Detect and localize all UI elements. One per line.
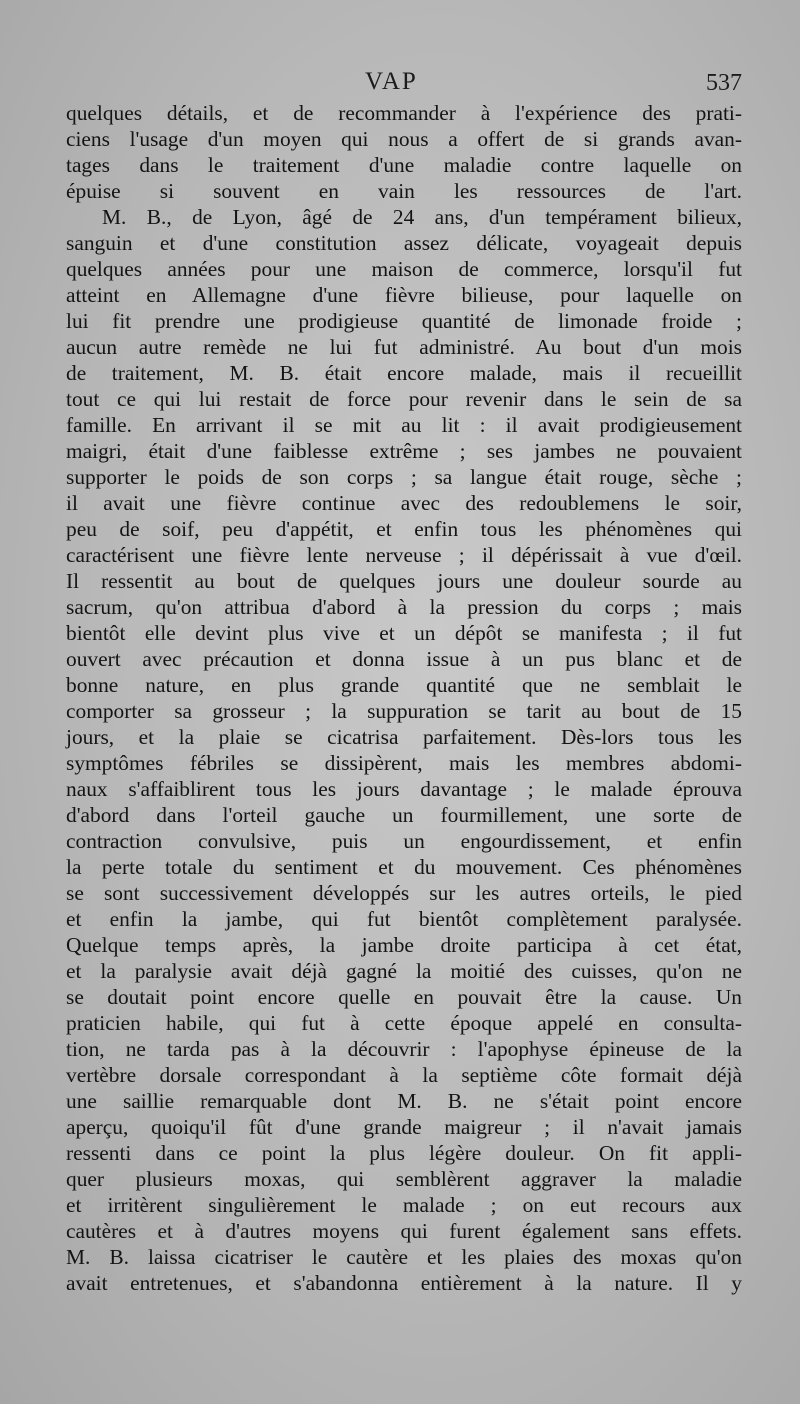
running-head: VAP (365, 68, 418, 95)
text-line: une saillie remarquable dont M. B. ne s'était point encore (66, 1089, 742, 1113)
text-line: comporter sa grosseur ; la suppuration se tarit au bout de 15 (66, 699, 742, 723)
text-line: jours, et la plaie se cicatrisa parfaitement. Dès-lors tous les (66, 725, 742, 749)
text-line: Il ressentit au bout de quelques jours une douleur sourde au (66, 569, 742, 593)
text-line: de traitement, M. B. était encore malade, mais il recueillit (66, 361, 742, 385)
text-line: et enfin la jambe, qui fut bientôt complètement paralysée. (66, 907, 742, 931)
text-line: vertèbre dorsale correspondant à la septième côte formait déjà (66, 1063, 742, 1087)
text-line: famille. En arrivant il se mit au lit : il avait prodigieusement (66, 413, 742, 437)
text-line: tout ce qui lui restait de force pour revenir dans le sein de sa (66, 387, 742, 411)
text-line: lui fit prendre une prodigieuse quantité de limonade froide ; (66, 309, 742, 333)
text-line: la perte totale du sentiment et du mouvement. Ces phénomènes (66, 855, 742, 879)
text-line: symptômes fébriles se dissipèrent, mais les membres abdomi- (66, 751, 742, 775)
text-line: contraction convulsive, puis un engourdissement, et enfin (66, 829, 742, 853)
text-line: se sont successivement développés sur les autres orteils, le pied (66, 881, 742, 905)
text-line: et la paralysie avait déjà gagné la moitié des cuisses, qu'on ne (66, 959, 742, 983)
text-line: sanguin et d'une constitution assez délicate, voyageait depuis (66, 231, 742, 255)
text-line: Quelque temps après, la jambe droite participa à cet état, (66, 933, 742, 957)
text-line: ouvert avec précaution et donna issue à un pus blanc et de (66, 647, 742, 671)
text-line: quelques détails, et de recommander à l'expérience des prati- (66, 101, 742, 125)
text-line: d'abord dans l'orteil gauche un fourmillement, une sorte de (66, 803, 742, 827)
text-line: épuise si souvent en vain les ressources de l'art. (66, 179, 742, 203)
text-line: M. B. laissa cicatriser le cautère et les plaies des moxas qu'on (66, 1245, 742, 1269)
text-line: ciens l'usage d'un moyen qui nous a offert de si grands avan- (66, 127, 742, 151)
text-line: maigri, était d'une faiblesse extrême ; ses jambes ne pouvaient (66, 439, 742, 463)
page-number: 537 (706, 70, 742, 96)
text-line: atteint en Allemagne d'une fièvre bilieuse, pour laquelle on (66, 283, 742, 307)
paragraph-first-line: M. B., de Lyon, âgé de 24 ans, d'un tempérament bilieux, (102, 205, 742, 229)
text-line: supporter le poids de son corps ; sa langue était rouge, sèche ; (66, 465, 742, 489)
text-line: il avait une fièvre continue avec des redoublemens le soir, (66, 491, 742, 515)
text-line: tages dans le traitement d'une maladie contre laquelle on (66, 153, 742, 177)
text-line: cautères et à d'autres moyens qui furent également sans effets. (66, 1219, 742, 1243)
text-line: se doutait point encore quelle en pouvait être la cause. Un (66, 985, 742, 1009)
text-line: praticien habile, qui fut à cette époque appelé en consulta- (66, 1011, 742, 1035)
body-text (66, 100, 742, 1296)
text-line: bientôt elle devint plus vive et un dépôt se manifesta ; il fut (66, 621, 742, 645)
text-line: tion, ne tarda pas à la découvrir : l'apophyse épineuse de la (66, 1037, 742, 1061)
text-line: aperçu, quoiqu'il fût d'une grande maigreur ; il n'avait jamais (66, 1115, 742, 1139)
text-line: peu de soif, peu d'appétit, et enfin tous les phénomènes qui (66, 517, 742, 541)
text-line: aucun autre remède ne lui fut administré. Au bout d'un mois (66, 335, 742, 359)
text-line: naux s'affaiblirent tous les jours davantage ; le malade éprouva (66, 777, 742, 801)
text-line: avait entretenues, et s'abandonna entièrement à la nature. Il y (66, 1271, 742, 1295)
text-line: ressenti dans ce point la plus légère douleur. On fit appli- (66, 1141, 742, 1165)
text-line: quelques années pour une maison de commerce, lorsqu'il fut (66, 257, 742, 281)
text-line: sacrum, qu'on attribua d'abord à la pression du corps ; mais (66, 595, 742, 619)
text-line: quer plusieurs moxas, qui semblèrent aggraver la maladie (66, 1167, 742, 1191)
text-line: caractérisent une fièvre lente nerveuse ; il dépérissait à vue d'œil. (66, 543, 742, 567)
text-line: bonne nature, en plus grande quantité que ne semblait le (66, 673, 742, 697)
text-line: et irritèrent singulièrement le malade ; on eut recours aux (66, 1193, 742, 1217)
